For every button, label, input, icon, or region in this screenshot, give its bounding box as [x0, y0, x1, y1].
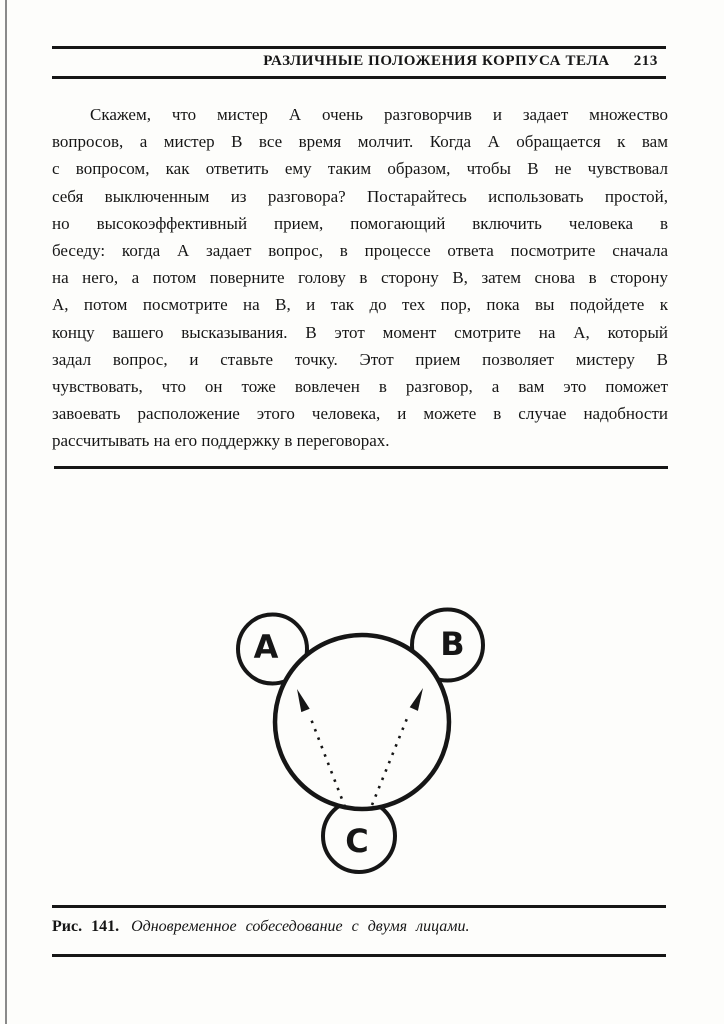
section-divider-rule	[54, 466, 668, 469]
body-line: с вопросом, как ответить ему таким образом, чтобы В не чувствовал	[52, 159, 668, 179]
header-top-rule	[52, 46, 666, 49]
figure-caption-number: Рис. 141.	[52, 918, 120, 935]
body-line: на него, а потом поверните голову в сторону В, затем снова в сторону	[52, 268, 668, 288]
figure-141-diagram	[200, 590, 520, 890]
body-line: чувствовать, что он тоже вовлечен в разговор, а вам это поможет	[52, 377, 668, 397]
speaker-body-circle	[275, 635, 449, 809]
scan-edge-line	[5, 0, 7, 1024]
page-number: 213	[633, 53, 658, 69]
caption-bottom-rule	[52, 954, 666, 957]
person-b-label: B	[440, 625, 465, 663]
body-line: но высокоэффективный прием, помогающий включить человека в	[52, 213, 668, 233]
caption-top-rule	[52, 905, 666, 908]
running-head-title: РАЗЛИЧНЫЕ ПОЛОЖЕНИЯ КОРПУСА ТЕЛА	[263, 53, 610, 69]
body-line: себя выключенным из разговора? Постарайтесь использовать простой,	[52, 186, 668, 206]
body-line: Скажем, что мистер А очень разговорчив и задает множество	[90, 105, 668, 124]
body-paragraph	[52, 101, 668, 455]
figure-caption	[52, 918, 668, 936]
figure-caption-text: Одновременное собеседование с двумя лицами.	[131, 918, 470, 935]
body-line: вопросов, а мистер В все время молчит. Когда А обращается к вам	[52, 132, 668, 152]
body-line: рассчитывать на его поддержку в переговорах.	[52, 431, 390, 451]
body-line: А, потом посмотрите на В, и так до тех пор, пока вы подойдете к	[52, 295, 668, 315]
body-line: задал вопрос, и ставьте точку. Этот прием позволяет мистеру В	[52, 349, 668, 369]
body-line: концу вашего высказывания. В этот момент смотрите на А, который	[52, 322, 668, 342]
body-line: беседу: когда А задает вопрос, в процессе ответа посмотрите сначала	[52, 241, 668, 261]
person-c-label: C	[345, 822, 369, 860]
body-line: завоевать расположение этого человека, и можете в случае надобности	[52, 404, 668, 424]
person-a-label: A	[253, 628, 279, 666]
header-bottom-rule	[52, 76, 666, 79]
page-header	[52, 53, 658, 70]
